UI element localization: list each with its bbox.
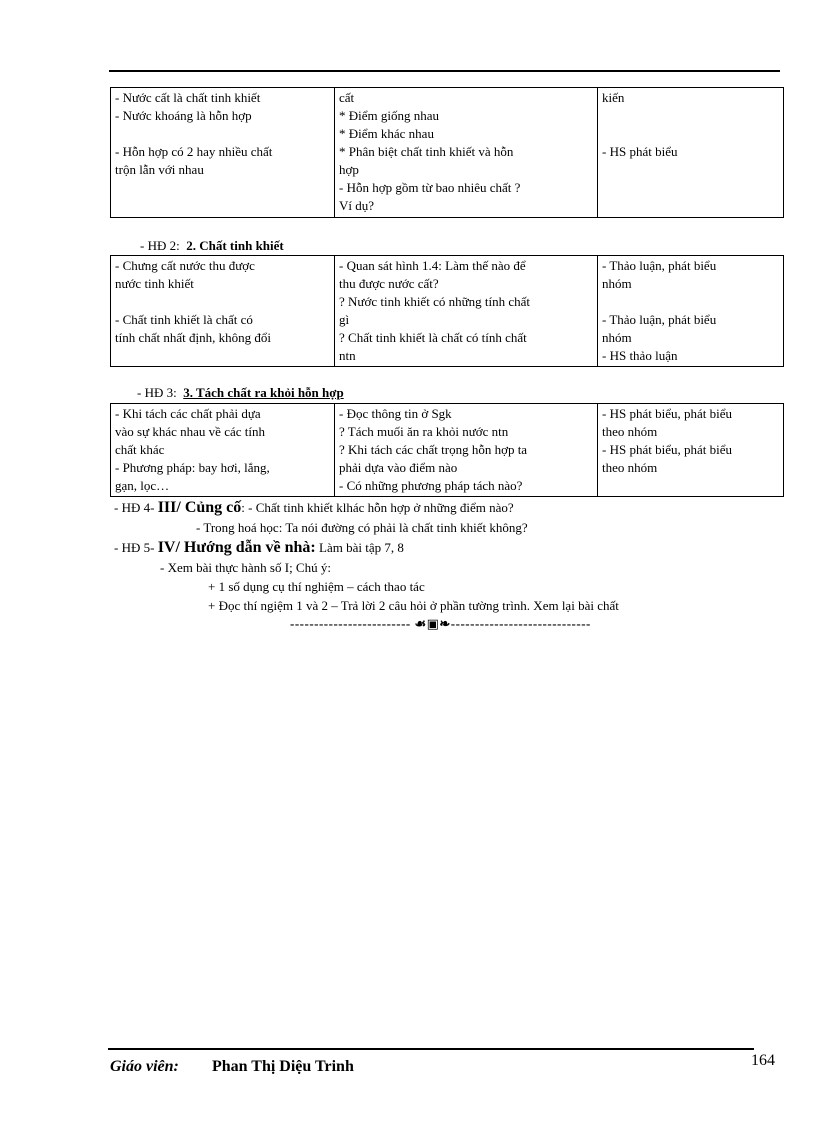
hd4-text: : - Chất tinh khiết klhác hỗn hợp ở những điểm nào? [241,500,514,515]
hd4-line-2: - Trong hoá học: Ta nói đường có phải là chất tinh khiết không? [196,520,528,535]
hd2-label: - HĐ 2: [140,238,180,253]
hd4-label: - HĐ 4- [114,500,155,515]
text-line: - Phương pháp: bay hơi, lắng, [115,460,270,475]
section-heading-hd2 [140,238,284,254]
hd5-line [114,539,404,557]
text-line: * Phân biệt chất tinh khiết và hỗn [339,144,514,159]
hd2-title: 2. Chất tinh khiết [186,238,284,253]
hd5-line-4: + Đọc thí ngiệm 1 và 2 – Trả lời 2 câu hỏi ở phần tường trình. Xem lại bài chất [208,598,619,613]
lesson-table-3 [110,403,784,497]
section-divider: ------------------------- ☙▣❧----------------------------- [290,616,591,631]
text-line: - Nước khoáng là hỗn hợp [115,108,252,123]
text-line: ? Khi tách các chất trọng hỗn hợp ta [339,442,528,457]
table1-cell-content [111,88,335,218]
table2-cell-content [111,256,335,367]
text-line: - Chất tinh khiết là chất có [115,312,253,327]
text-line: - HS phát biểu, phát biểu [602,406,732,421]
text-line: phải dựa vào điểm nào [339,460,458,475]
table2-cell-teacher [335,256,598,367]
footer-rule [108,1048,754,1050]
hd5-line-2: - Xem bài thực hành số I; Chú ý: [160,560,331,575]
text-line: gì [339,312,350,327]
table3-cell-content [111,404,335,497]
text-line: nhóm [602,330,632,345]
text-line: - Thảo luận, phát biểu [602,312,717,327]
text-line: gạn, lọc… [115,478,170,493]
hd4-line [114,499,514,517]
text-line: - Đọc thông tin ở Sgk [339,406,452,421]
text-line: Ví dụ? [339,198,375,213]
text-line: vào sự khác nhau về các tính [115,424,265,439]
hd3-title: 3. Tách chất ra khỏi hỗn hợp [183,385,344,400]
text-line: hợp [339,162,359,177]
text-line: - Quan sát hình 1.4: Làm thế nào để [339,258,526,273]
page-number: 164 [751,1052,775,1069]
lesson-table-1 [110,87,784,218]
hd5-line-3: + 1 số dụng cụ thí nghiệm – cách thao tác [208,579,425,594]
teacher-name: Phan Thị Diệu Trinh [212,1058,354,1075]
text-line: cất [339,90,355,105]
hd5-heading: IV/ Hướng dẫn về nhà: [157,539,316,556]
text-line: - Hỗn hợp gồm từ bao nhiêu chất ? [339,180,521,195]
text-line: nước tinh khiết [115,276,194,291]
text-line: - HS phát biểu [602,144,678,159]
lesson-table-2 [110,255,784,367]
hd3-label: - HĐ 3: [137,385,177,400]
text-line: theo nhóm [602,460,658,475]
text-line: - HS phát biểu, phát biểu [602,442,732,457]
table3-cell-teacher [335,404,598,497]
text-line: ? Tách muối ăn ra khỏi nước ntn [339,424,509,439]
text-line: - Có những phương pháp tách nào? [339,478,523,493]
text-line: * Điểm khác nhau [339,126,434,141]
table3-cell-student [598,404,784,497]
section-heading-hd3 [137,385,344,401]
hd5-text: Làm bài tập 7, 8 [315,540,404,555]
table1-cell-teacher [335,88,598,218]
text-line: - Thảo luận, phát biểu [602,258,717,273]
text-line: trộn lẫn với nhau [115,162,204,177]
text-line: ntn [339,348,356,363]
table1-cell-student [598,88,784,218]
text-line: kiến [602,90,625,105]
text-line: * Điểm giống nhau [339,108,440,123]
header-rule [109,70,780,72]
text-line: ? Nước tinh khiết có những tính chất [339,294,531,309]
text-line: nhóm [602,276,632,291]
text-line: - Chưng cất nước thu được [115,258,255,273]
text-line: ? Chất tinh khiết là chất có tính chất [339,330,527,345]
footer-label: Giáo viên: [110,1058,179,1075]
table2-cell-student [598,256,784,367]
text-line: tính chất nhất định, không đổi [115,330,271,345]
text-line: theo nhóm [602,424,658,439]
text-line: - Khi tách các chất phải dựa [115,406,261,421]
text-line: chất khác [115,442,165,457]
hd5-label: - HĐ 5- [114,540,155,555]
hd4-heading: III/ Củng cố [157,499,242,516]
text-line: - Nước cất là chất tinh khiết [115,90,261,105]
text-line: - Hỗn hợp có 2 hay nhiều chất [115,144,273,159]
text-line: - HS thảo luận [602,348,678,363]
text-line: thu được nước cất? [339,276,439,291]
